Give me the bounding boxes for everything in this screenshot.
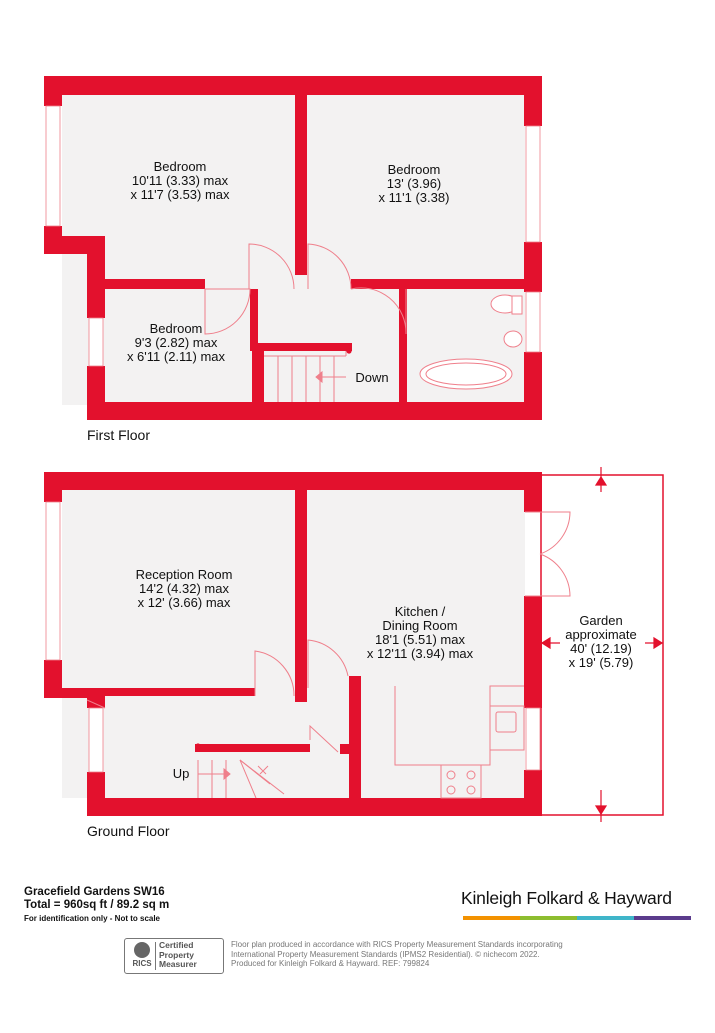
legal-line-1: Floor plan produced in accordance with RICS Property Measurement Standards incorporating: [231, 940, 563, 949]
property-info: [24, 886, 169, 912]
brand-name: Kinleigh Folkard & Hayward: [461, 888, 672, 908]
bedroom-3-dims-1: 9'3 (2.82) max: [134, 335, 218, 350]
bedroom-2-dims-1: 13' (3.96): [386, 176, 442, 191]
rics-mark-text: RICS: [132, 959, 152, 968]
bedroom-1-dims-1: 10'11 (3.33) max: [131, 173, 229, 188]
legal-line-3: Produced for Kinleigh Folkard & Hayward. REF: 799824: [231, 959, 430, 968]
bedroom-3-name: Bedroom: [149, 321, 203, 336]
first-floor-plan: [44, 76, 542, 443]
stair-newel-ground: [195, 743, 200, 748]
bedroom-1-dims-2: x 11'7 (3.53) max: [130, 187, 230, 202]
legal-line-2: International Property Measurement Standards (IPMS2 Residential). © nichecom 2022.: [231, 949, 540, 959]
garden-name: Garden: [579, 613, 623, 628]
ground-floor-plan: [44, 467, 663, 839]
stairs-down-label: Down: [355, 370, 389, 385]
kitchen-dims-2: x 12'11 (3.94) max: [366, 646, 474, 661]
brand-bar-green: [520, 916, 577, 920]
basin-icon: [504, 331, 522, 347]
brand-color-bar: [463, 916, 691, 920]
brand-bar-orange: [463, 916, 520, 920]
kitchen-dims-1: 18'1 (5.51) max: [375, 632, 465, 647]
bedroom-1-name: Bedroom: [153, 159, 207, 174]
bedroom-2-name: Bedroom: [387, 162, 441, 177]
property-total-area: Total = 960sq ft / 89.2 sq m: [24, 899, 170, 911]
legal-text: [231, 940, 591, 969]
stairs-up-label: Up: [172, 766, 190, 781]
bedroom-3-dims-2: x 6'11 (2.11) max: [126, 349, 226, 364]
rics-logo-icon: [129, 942, 155, 970]
cert-line-3: Measurer: [159, 959, 197, 969]
garden-dims-2: x 19' (5.79): [568, 655, 634, 670]
reception-dims-2: x 12' (3.66) max: [137, 595, 231, 610]
rics-badge: [124, 938, 224, 974]
ground-floor-title: Ground Floor: [87, 823, 170, 839]
brand-bar-cyan: [577, 916, 634, 920]
garden-name-2: approximate: [565, 627, 637, 642]
first-floor-title: First Floor: [87, 427, 150, 443]
brand-bar-purple: [634, 916, 691, 920]
reception-name: Reception Room: [135, 567, 233, 582]
footer: [0, 880, 715, 1033]
cert-line-1: Certified: [159, 940, 194, 950]
stair-newel: [346, 348, 351, 353]
kitchen-name-2: Dining Room: [382, 618, 458, 633]
garden-dims-1: 40' (12.19): [570, 641, 632, 656]
reception-dims-1: 14'2 (4.32) max: [139, 581, 229, 596]
property-address: Gracefield Gardens SW16: [24, 886, 165, 898]
kitchen-name: Kitchen /: [394, 604, 446, 619]
bedroom-2-dims-2: x 11'1 (3.38): [378, 190, 450, 205]
cert-line-2: Property: [159, 949, 194, 960]
rics-certification-text: [159, 941, 197, 970]
identification-note: For identification only - Not to scale: [24, 914, 161, 923]
